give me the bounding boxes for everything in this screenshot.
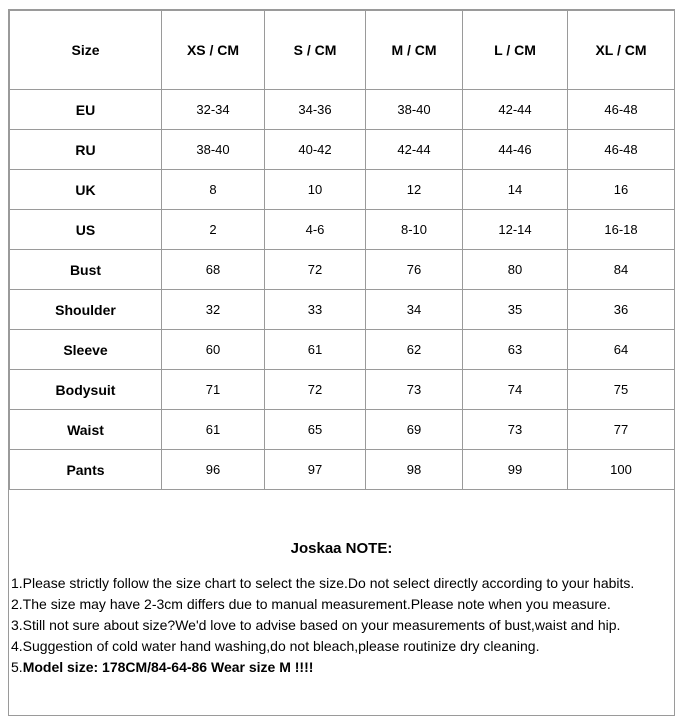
table-cell: 75 [568,370,675,410]
table-cell: 32 [162,290,265,330]
table-cell: 36 [568,290,675,330]
row-label: Bust [10,250,162,290]
table-cell: 46-48 [568,130,675,170]
row-label: EU [10,90,162,130]
table-row [10,410,675,450]
table-cell: 10 [265,170,366,210]
row-label: Shoulder [10,290,162,330]
header-cell: XS / CM [162,11,265,90]
note-section [9,489,674,716]
table-cell: 8-10 [366,210,463,250]
table-cell: 4-6 [265,210,366,250]
header-cell: XL / CM [568,11,675,90]
table-cell: 99 [463,450,568,490]
table-row [10,370,675,410]
row-label: Sleeve [10,330,162,370]
row-label: Bodysuit [10,370,162,410]
note-title: Joskaa NOTE: [290,540,393,557]
table-cell: 98 [366,450,463,490]
table-cell: 42-44 [366,130,463,170]
table-cell: 65 [265,410,366,450]
table-cell: 74 [463,370,568,410]
table-cell: 80 [463,250,568,290]
table-cell: 33 [265,290,366,330]
table-cell: 71 [162,370,265,410]
table-cell: 34-36 [265,90,366,130]
table-cell: 84 [568,250,675,290]
table-cell: 64 [568,330,675,370]
table-cell: 14 [463,170,568,210]
table-cell: 16 [568,170,675,210]
table-cell: 72 [265,250,366,290]
table-cell: 73 [366,370,463,410]
table-cell: 38-40 [162,130,265,170]
table-cell: 96 [162,450,265,490]
model-size-text: Model size: 178CM/84-64-86 Wear size M !!!! [22,659,314,675]
table-row [10,90,675,130]
table-cell: 61 [162,410,265,450]
note-line: 1.Please strictly follow the size chart to select the size.Do not select directly according to your habits. [11,575,635,591]
table-cell: 8 [162,170,265,210]
row-label: RU [10,130,162,170]
table-row [10,450,675,490]
table-cell: 76 [366,250,463,290]
table-cell: 68 [162,250,265,290]
table-cell: 60 [162,330,265,370]
note-line-prefix: 5. [11,659,23,675]
table-cell: 73 [463,410,568,450]
header-cell: L / CM [463,11,568,90]
table-cell: 61 [265,330,366,370]
note-line: 3.Still not sure about size?We'd love to advise based on your measurements of bust,waist and hip. [11,617,621,633]
row-label: Waist [10,410,162,450]
table-row [10,130,675,170]
size-chart-sheet [8,9,675,716]
table-header-row [10,11,675,90]
table-cell: 40-42 [265,130,366,170]
table-cell: 2 [162,210,265,250]
table-cell: 100 [568,450,675,490]
table-cell: 12 [366,170,463,210]
note-line: 4.Suggestion of cold water hand washing,do not bleach,please routinize dry cleaning. [11,638,540,654]
table-cell: 16-18 [568,210,675,250]
row-label: UK [10,170,162,210]
row-label: US [10,210,162,250]
table-cell: 72 [265,370,366,410]
header-cell: Size [10,11,162,90]
table-cell: 97 [265,450,366,490]
table-cell: 12-14 [463,210,568,250]
table-row [10,250,675,290]
note-lines [11,573,674,678]
header-cell: M / CM [366,11,463,90]
table-cell: 35 [463,290,568,330]
table-row [10,330,675,370]
table-cell: 38-40 [366,90,463,130]
table-row [10,290,675,330]
table-cell: 63 [463,330,568,370]
table-row [10,210,675,250]
note-line-model-size [11,657,674,678]
table-cell: 32-34 [162,90,265,130]
table-cell: 69 [366,410,463,450]
table-cell: 62 [366,330,463,370]
table-row [10,170,675,210]
header-cell: S / CM [265,11,366,90]
table-cell: 44-46 [463,130,568,170]
note-line: 2.The size may have 2-3cm differs due to manual measurement.Please note when you measure. [11,596,611,612]
size-chart-table [9,10,675,490]
table-cell: 34 [366,290,463,330]
row-label: Pants [10,450,162,490]
table-cell: 42-44 [463,90,568,130]
table-cell: 46-48 [568,90,675,130]
table-cell: 77 [568,410,675,450]
